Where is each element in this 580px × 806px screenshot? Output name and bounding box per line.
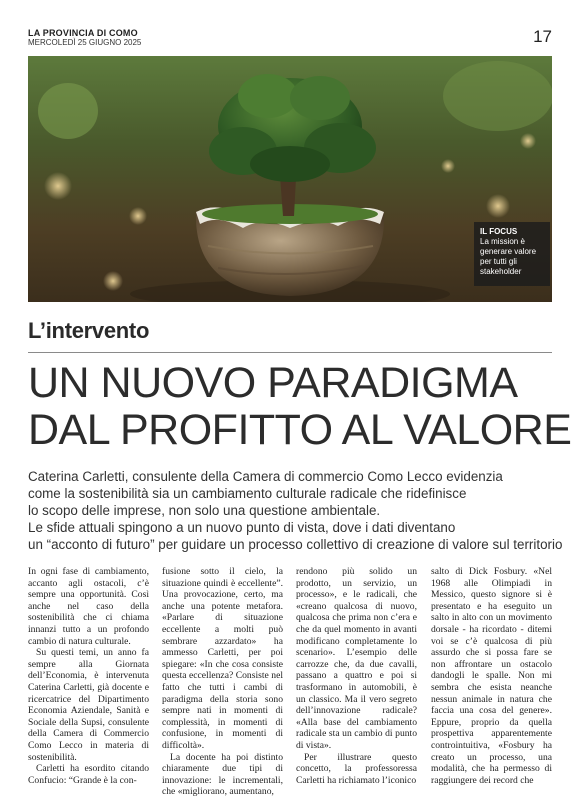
paragraph: La docente ha poi distinto chiaramente due tipi di innovazione: le incrementali, che «migliorano, aumentano, [162,751,283,798]
article-column-3 [296,566,417,786]
headline [28,359,572,454]
masthead [28,28,141,48]
focus-title: IL FOCUS [480,227,518,236]
standfirst-line: come la sostenibilità sia un cambiamento culturale radicale che ridefinisce [28,486,467,501]
paragraph: Su questi temi, un anno fa sempre alla Giornata dell’Economia, è intervenuta Caterina Carletti, già docente e ricercatrice del Dipartimento Economia Aziendale, Sanità e Sociale della Supsi, consulente della Camera di Commercio Como Lecco in materia di sostenibilità. [28,647,149,763]
article-body [28,566,552,800]
article-column-4 [431,566,552,786]
focus-text: La mission è generare valore per tutti gli stakeholder [480,237,537,276]
article-column-2 [162,566,283,798]
standfirst-line: Le sfide attuali spingono a un nuovo punto di vista, dove i dati diventano [28,520,456,535]
section-label: L’intervento [28,318,150,343]
paragraph: Per illustrare questo concetto, la professoressa Carletti ha richiamato l’iconico [296,751,417,786]
page-number: 17 [533,27,552,46]
standfirst [28,468,563,553]
article-column-1 [28,566,149,786]
paragraph: Carletti ha esordito citando Confucio: “Grande è la con- [28,763,149,786]
focus-box [474,222,550,286]
paragraph: salto di Dick Fosbury. «Nel 1968 alle Olimpiadi in Messico, questo signore si è presentato e ha eseguito un salto in alto con un movimento dorsale - ha ricordato - ditemi voi se c’è qualcosa di più assurdo che si possa fare se non affrontare un ostacolo dandogli le spalle. Non mi sembra che esista neanche nessun animale in natura che faccia una cosa del genere». Eppure, proprio da quella prospettiva apparentemente controintuitiva, «Fosbury ha creato un processo, una modalità, che ha permesso di raggiungere dei record che [431,566,552,786]
publication-date: MERCOLEDÌ 25 GIUGNO 2025 [28,38,142,47]
standfirst-line: Caterina Carletti, consulente della Camera di commercio Como Lecco evidenzia [28,469,503,484]
publication-name: LA PROVINCIA DI COMO [28,28,138,38]
section-divider [28,352,552,353]
paragraph: In ogni fase di cambiamento, accanto agli ostacoli, c’è sempre una opportunità. Così anche nel caso della sostenibilità che ci chiama innanzi tutto a un profondo cambio di natura culturale. [28,566,149,647]
paragraph: rendono più solido un prodotto, un servizio, un processo», e le radicali, che «creano qualcosa di nuovo, qualcosa che prima non c’era e che da quel momento in avanti modificano completamente lo scenario». L’esempio delle carrozze che, da due cavalli, passano a quattro e poi si trasformano in automobili, è un classico. Ma il vero segreto dell’innovazione radicale? «Alla base del cambiamento radicale sta un cambio di punto di vista». [296,566,417,751]
standfirst-line: lo scopo delle imprese, non solo una questione ambientale. [28,503,381,518]
paragraph: fusione sotto il cielo, la situazione quindi è eccellente”. Una provocazione, certo, ma anche una potente metafora. «Parlare di situazione eccellente a molti può sembrare azzardato» ha ammesso Carletti, per poi spiegare: «In che cosa consiste questa eccellenza? Consiste nel fatto che tutti i cambi di paradigma della storia sono sempre nati in momenti di complessità, in momenti di confusione, in momenti di difficoltà». [162,566,283,751]
headline-line-2: DAL PROFITTO AL VALORE [28,406,572,454]
headline-line-1: UN NUOVO PARADIGMA [28,359,518,407]
standfirst-line: un “acconto di futuro” per guidare un processo collettivo di creazione di valore sul territorio [28,537,563,552]
